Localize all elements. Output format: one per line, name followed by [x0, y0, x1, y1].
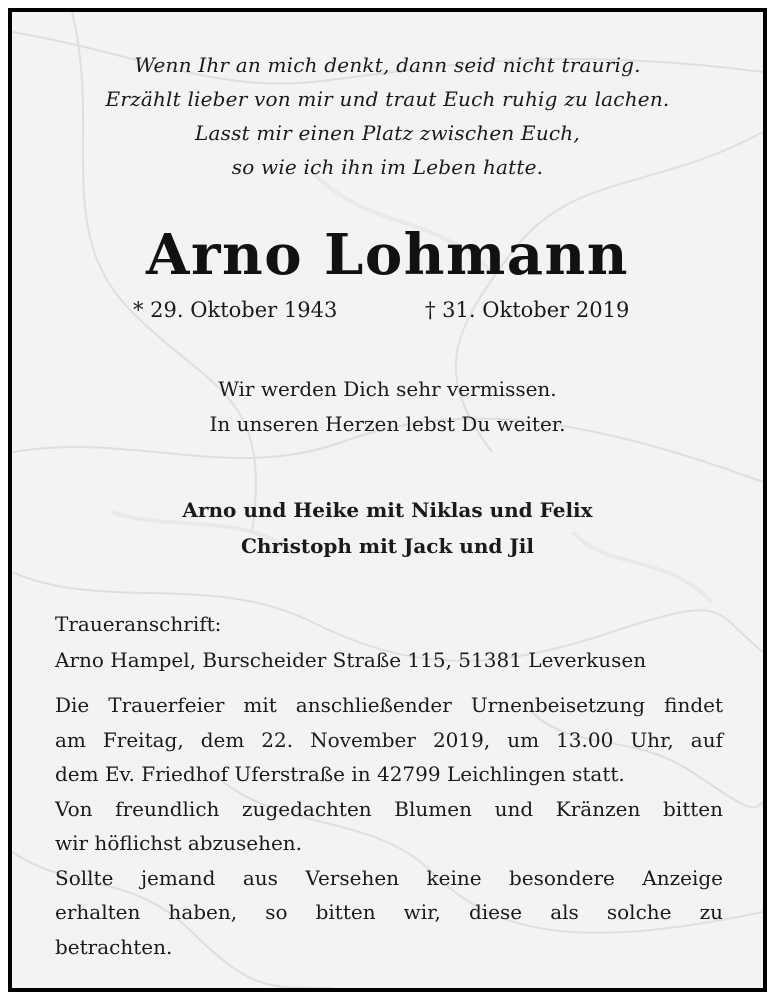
poem-line: Lasst mir einen Platz zwischen Euch,: [195, 121, 580, 145]
address: Arno Hampel, Burscheider Straße 115, 51381 Leverkusen: [55, 648, 647, 672]
deceased-name: Arno Lohmann: [146, 222, 629, 288]
notice-line: Sollte jemand aus Versehen keine besondere Anzeige: [55, 865, 723, 890]
family-line: Arno und Heike mit Niklas und Felix: [182, 498, 593, 522]
remembrance-line: Wir werden Dich sehr vermissen.: [218, 377, 557, 401]
remembrance-text: [12, 372, 763, 442]
poem-line: Erzählt lieber von mir und traut Euch ruhig zu lachen.: [105, 87, 670, 111]
notice-line: betrachten.: [55, 934, 173, 959]
notice-line: am Freitag, dem 22. November 2019, um 13.00 Uhr, auf: [55, 727, 723, 752]
family-names: [12, 492, 763, 564]
poem-line: so wie ich ihn im Leben hatte.: [231, 155, 544, 179]
notice-line: wir höflichst abzusehen.: [55, 831, 303, 855]
notice-line: Von freundlich zugedachten Blumen und Kränzen bitten: [55, 796, 723, 821]
address-label: Traueranschrift:: [55, 612, 222, 636]
notice-line: Die Trauerfeier mit anschließender Urnenbeisetzung findet: [55, 693, 723, 717]
obituary-frame: [8, 8, 767, 992]
funeral-notice: [55, 688, 723, 964]
poem-line: Wenn Ihr an mich denkt, dann seid nicht traurig.: [134, 53, 641, 77]
birth-date: * 29. Oktober 1943: [133, 298, 338, 322]
remembrance-line: In unseren Herzen lebst Du weiter.: [209, 412, 566, 436]
family-line: Christoph mit Jack und Jil: [241, 534, 534, 558]
notice-line: dem Ev. Friedhof Uferstraße in 42799 Leichlingen statt.: [55, 762, 625, 786]
notice-line: erhalten haben, so bitten wir, diese als solche zu: [55, 900, 723, 924]
poem: [12, 48, 763, 184]
death-date: † 31. Oktober 2019: [425, 298, 630, 322]
